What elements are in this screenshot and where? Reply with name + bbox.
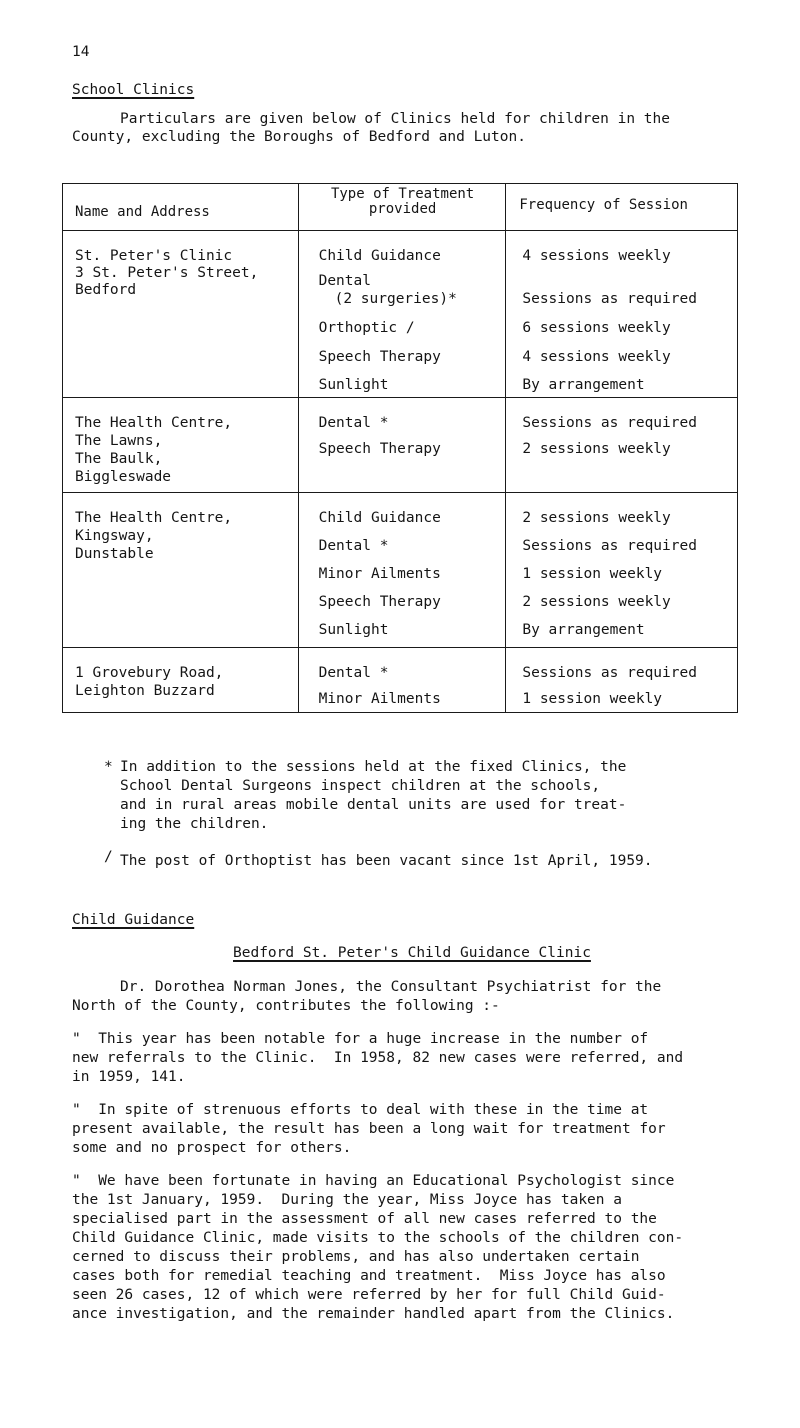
- row3-name-line: Dunstable: [75, 546, 154, 562]
- row3-treatment: Child Guidance: [318, 510, 441, 526]
- row2-frequency: Sessions as required: [522, 415, 697, 431]
- section-heading-school-clinics: School Clinics: [72, 82, 195, 98]
- row2-treatment: Speech Therapy: [318, 441, 441, 457]
- row1-treatment-cell: [298, 231, 506, 398]
- row2-name-line: The Baulk,: [75, 451, 163, 467]
- row4-frequency: 1 session weekly: [522, 691, 663, 707]
- row4-frequency-cell: [506, 648, 738, 713]
- table-row: [63, 648, 738, 713]
- row4-name-cell: [63, 648, 299, 713]
- intro-line-2: County, excluding the Boroughs of Bedford and Luton.: [72, 129, 526, 145]
- row1-treatment: Speech Therapy: [318, 349, 441, 365]
- row4-frequency: Sessions as required: [522, 665, 697, 681]
- row2-frequency: 2 sessions weekly: [522, 441, 671, 457]
- subheading-clinic: Bedford St. Peter's Child Guidance Clinic: [233, 945, 591, 961]
- intro-line-1: Particulars are given below of Clinics held for children in the: [120, 111, 670, 127]
- row3-frequency: 1 session weekly: [522, 566, 663, 582]
- row1-treatment: (2 surgeries)*: [334, 291, 457, 307]
- row2-name-line: Biggleswade: [75, 469, 172, 485]
- row3-frequency: 2 sessions weekly: [522, 594, 671, 610]
- footnote-star-line: ing the children.: [120, 816, 269, 832]
- footnote-star-line: In addition to the sessions held at the fixed Clinics, the: [120, 759, 627, 775]
- row3-frequency-cell: [506, 493, 738, 648]
- row1-name-line: St. Peter's Clinic: [75, 248, 233, 264]
- row1-frequency: By arrangement: [522, 377, 645, 393]
- row3-treatment: Minor Ailments: [318, 566, 441, 582]
- row3-name-line: Kingsway,: [75, 528, 154, 544]
- cg-paragraph-line: " This year has been notable for a huge increase in the number of: [72, 1031, 649, 1047]
- row1-name-line: Bedford: [75, 282, 137, 298]
- header-frequency: Frequency of Session: [519, 197, 688, 213]
- header-type: Type of Treatment provided: [330, 186, 475, 217]
- footnote-slash-mark: /: [104, 849, 113, 865]
- row4-treatment: Minor Ailments: [318, 691, 441, 707]
- row3-treatment: Speech Therapy: [318, 594, 441, 610]
- table-row: [63, 493, 738, 648]
- row1-name-cell: [63, 231, 299, 398]
- row1-name-line: 3 St. Peter's Street,: [75, 265, 259, 281]
- cg-paragraph-line: " In spite of strenuous efforts to deal with these in the time at: [72, 1102, 649, 1118]
- row1-treatment: Dental: [318, 273, 371, 289]
- table-row: [63, 231, 738, 398]
- row3-frequency: Sessions as required: [522, 538, 697, 554]
- cg-intro-line: North of the County, contributes the following :-: [72, 998, 500, 1014]
- row1-frequency: 4 sessions weekly: [522, 349, 671, 365]
- footnote-star-line: School Dental Surgeons inspect children at the schools,: [120, 778, 601, 794]
- row1-frequency: 6 sessions weekly: [522, 320, 671, 336]
- row2-treatment-cell: [298, 398, 506, 493]
- row4-treatment: Dental *: [318, 665, 389, 681]
- header-name: Name and Address: [75, 204, 210, 220]
- footnote-slash-line: The post of Orthoptist has been vacant since 1st April, 1959.: [120, 853, 653, 869]
- row1-frequency-cell: [506, 231, 738, 398]
- cg-paragraph-line: specialised part in the assessment of all new cases referred to the: [72, 1211, 657, 1227]
- cg-paragraph-line: " We have been fortunate in having an Educational Psychologist since: [72, 1173, 675, 1189]
- cg-paragraph-line: some and no prospect for others.: [72, 1140, 352, 1156]
- row2-name-line: The Health Centre,: [75, 415, 233, 431]
- row3-treatment: Sunlight: [318, 622, 389, 638]
- page-number: 14: [72, 44, 90, 60]
- footnote-star-line: and in rural areas mobile dental units are used for treat-: [120, 797, 627, 813]
- clinics-table: [62, 183, 738, 713]
- row4-name-line: Leighton Buzzard: [75, 683, 215, 699]
- cg-intro-line: Dr. Dorothea Norman Jones, the Consultant Psychiatrist for the: [120, 979, 662, 995]
- cg-paragraph-line: ance investigation, and the remainder handled apart from the Clinics.: [72, 1306, 675, 1322]
- section-heading-child-guidance: Child Guidance: [72, 912, 195, 928]
- footnote-star-mark: *: [104, 759, 113, 775]
- cg-paragraph-line: new referrals to the Clinic. In 1958, 82 new cases were referred, and: [72, 1050, 684, 1066]
- cg-paragraph-line: cases both for remedial teaching and treatment. Miss Joyce has also: [72, 1268, 666, 1284]
- cg-paragraph-line: present available, the result has been a long wait for treatment for: [72, 1121, 666, 1137]
- row3-treatment-cell: [298, 493, 506, 648]
- row1-treatment: Child Guidance: [318, 248, 441, 264]
- row2-treatment: Dental *: [318, 415, 389, 431]
- column-header-name: [63, 184, 299, 231]
- row3-frequency: By arrangement: [522, 622, 645, 638]
- row1-treatment: Sunlight: [318, 377, 389, 393]
- cg-paragraph-line: Child Guidance Clinic, made visits to the schools of the children con-: [72, 1230, 684, 1246]
- column-header-frequency: [506, 184, 738, 231]
- row3-treatment: Dental *: [318, 538, 389, 554]
- row4-treatment-cell: [298, 648, 506, 713]
- row2-name-cell: [63, 398, 299, 493]
- row3-frequency: 2 sessions weekly: [522, 510, 671, 526]
- cg-paragraph-line: the 1st January, 1959. During the year, Miss Joyce has taken a: [72, 1192, 622, 1208]
- cg-paragraph-line: in 1959, 141.: [72, 1069, 186, 1085]
- row3-name-line: The Health Centre,: [75, 510, 233, 526]
- table-row: [63, 398, 738, 493]
- cg-paragraph-line: seen 26 cases, 12 of which were referred by her for full Child Guid-: [72, 1287, 666, 1303]
- row1-treatment: Orthoptic /: [318, 320, 415, 336]
- column-header-type: [298, 184, 506, 231]
- row2-frequency-cell: [506, 398, 738, 493]
- row3-name-cell: [63, 493, 299, 648]
- table-header-row: [63, 184, 738, 231]
- row2-name-line: The Lawns,: [75, 433, 163, 449]
- row4-name-line: 1 Grovebury Road,: [75, 665, 224, 681]
- row1-frequency: 4 sessions weekly: [522, 248, 671, 264]
- cg-paragraph-line: cerned to discuss their problems, and has also undertaken certain: [72, 1249, 640, 1265]
- row1-frequency: Sessions as required: [522, 291, 697, 307]
